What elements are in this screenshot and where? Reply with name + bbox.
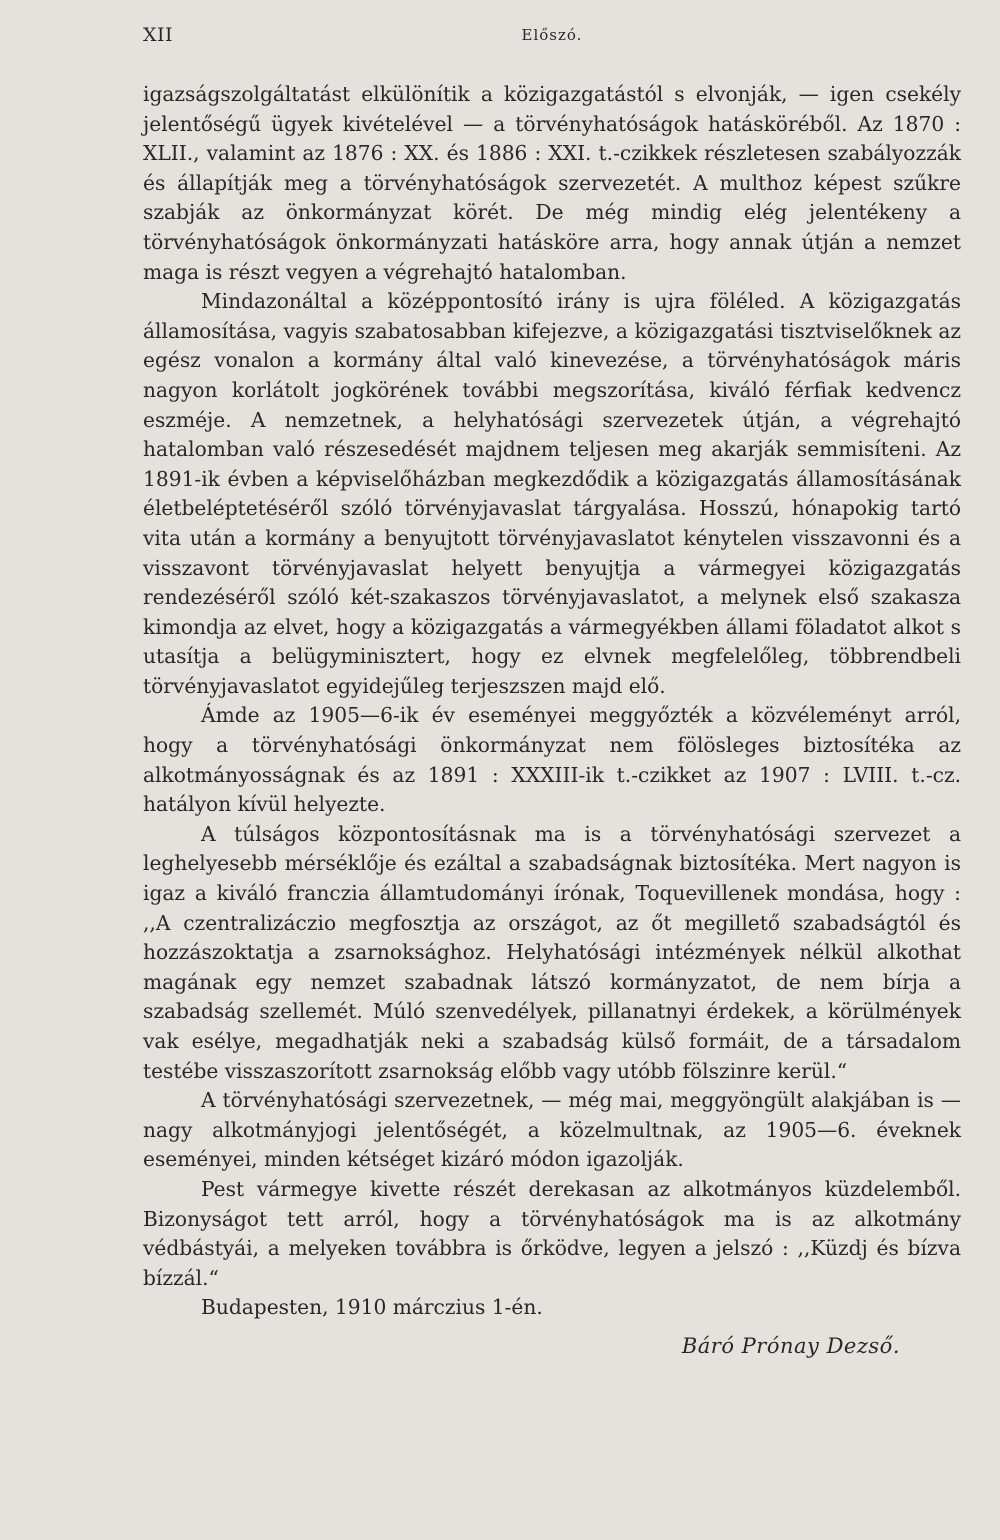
dateline: Budapesten, 1910 márczius 1-én. [201,1295,543,1320]
paragraph-3: Ámde az 1905—6-ik év eseményei meggyőzték a közvéleményt arról, hogy a törvényhatósági önkormányzat nem fölösleges biztosítéka az alkotmányosságnak és az 1891 : XXXIII-ik t.-czikket az 1907 : LVIII. t.-cz. hatályon kívül helyezte. [143,703,961,817]
running-title: Előszó. [521,26,583,44]
signature: Báró Prónay Dezső. [681,1334,900,1358]
paragraph-2: Mindazonáltal a középpontosító irány is ujra föléled. A közigazgatás államosítása, vagyis szabatosabban kifejezve, a közigazgatási tisztviselőknek az egész vonalon a kormány által való kinevezése, a törvényhatóságok máris nagyon korlátolt jogkörének további megszorítása, kiváló férfiak kedvencz eszméje. A nemzetnek, a helyhatósági szervezetek útján, a végrehajtó hatalomban való részesedését majdnem teljesen meg akarják semmisíteni. Az 1891-ik évben a képviselőházban megkezdődik a közigazgatás államosításának életbeléptetéséről szóló törvényjavaslat tárgyalása. Hosszú, hónapokig tartó vita után a kormány a benyujtott törvényjavaslatot kénytelen visszavonni és a visszavont törvényjavaslat helyett benyujtja a vármegyei közigazgatás rendezéséről szóló két-szakaszos törvényjavaslatot, a melynek első szakasza kimondja az elvet, hogy a közigazgatás a vármegyékben állami föladatot alkot s utasítja a belügyminisztert, hogy ez elvnek megfelelőleg, többrendbeli törvényjavaslatot egyidejűleg terjeszszen majd elő. [143,289,961,698]
body-text [143,80,961,1323]
paragraph-1: igazságszolgáltatást elkülönítik a közigazgatástól s elvonják, — igen csekély jelentőségű ügyek kivételével — a törvényhatóságok hatásköréből. Az 1870 : XLII., valamint az 1876 : XX. és 1886 : XXI. t.-czikkek részletesen szabályozzák és állapítják meg a törvényhatóságok szervezetét. A multhoz képest szűkre szabják az önkormányzat körét. De még mindig elég jelentékeny a törvényhatóságok önkormányzati hatásköre arra, hogy annak útján a nemzet maga is részt vegyen a végrehajtó hatalomban. [143,82,961,284]
paragraph-6: Pest vármegye kivette részét derekasan az alkotmányos küzdelemből. Bizonyságot tett arról, hogy a törvényhatóságok ma is az alkotmány védbástyái, a melyeken továbbra is őrködve, legyen a jelszó : ,,Küzdj és bízva bízzál.“ [143,1176,961,1290]
page-number: XII [143,24,174,46]
paragraph-4: A túlságos központosításnak ma is a törvényhatósági szervezet a leghelyesebb mérséklője és ezáltal a szabadságnak biztosítéka. Mert nagyon is igaz a kiváló franczia államtudományi írónak, Toquevillenek mondása, hogy : ,,A czentralizáczio megfosztja az országot, az őt megillető szabadságtól és hozzászoktatja a zsarnoksághoz. Helyhatósági intézmények nélkül alkothat magának egy nemzet szabadnak látszó kormányzatot, de nem bírja a szabadság szellemét. Múló szenvedélyek, pillanatnyi érdekek, a körülmények vak esélye, megadhatják neki a szabadság külső formáit, de a társadalom testébe visszaszorított zsarnokság előbb vagy utóbb fölszinre kerül.“ [143,821,961,1083]
running-head [143,20,961,50]
paragraph-5: A törvényhatósági szervezetnek, — még mai, meggyöngült alakjában is — nagy alkotmányjogi jelentőségét, a közelmultnak, az 1905—6. éveknek eseményei, minden kétséget kizáró módon igazolják. [143,1088,961,1172]
